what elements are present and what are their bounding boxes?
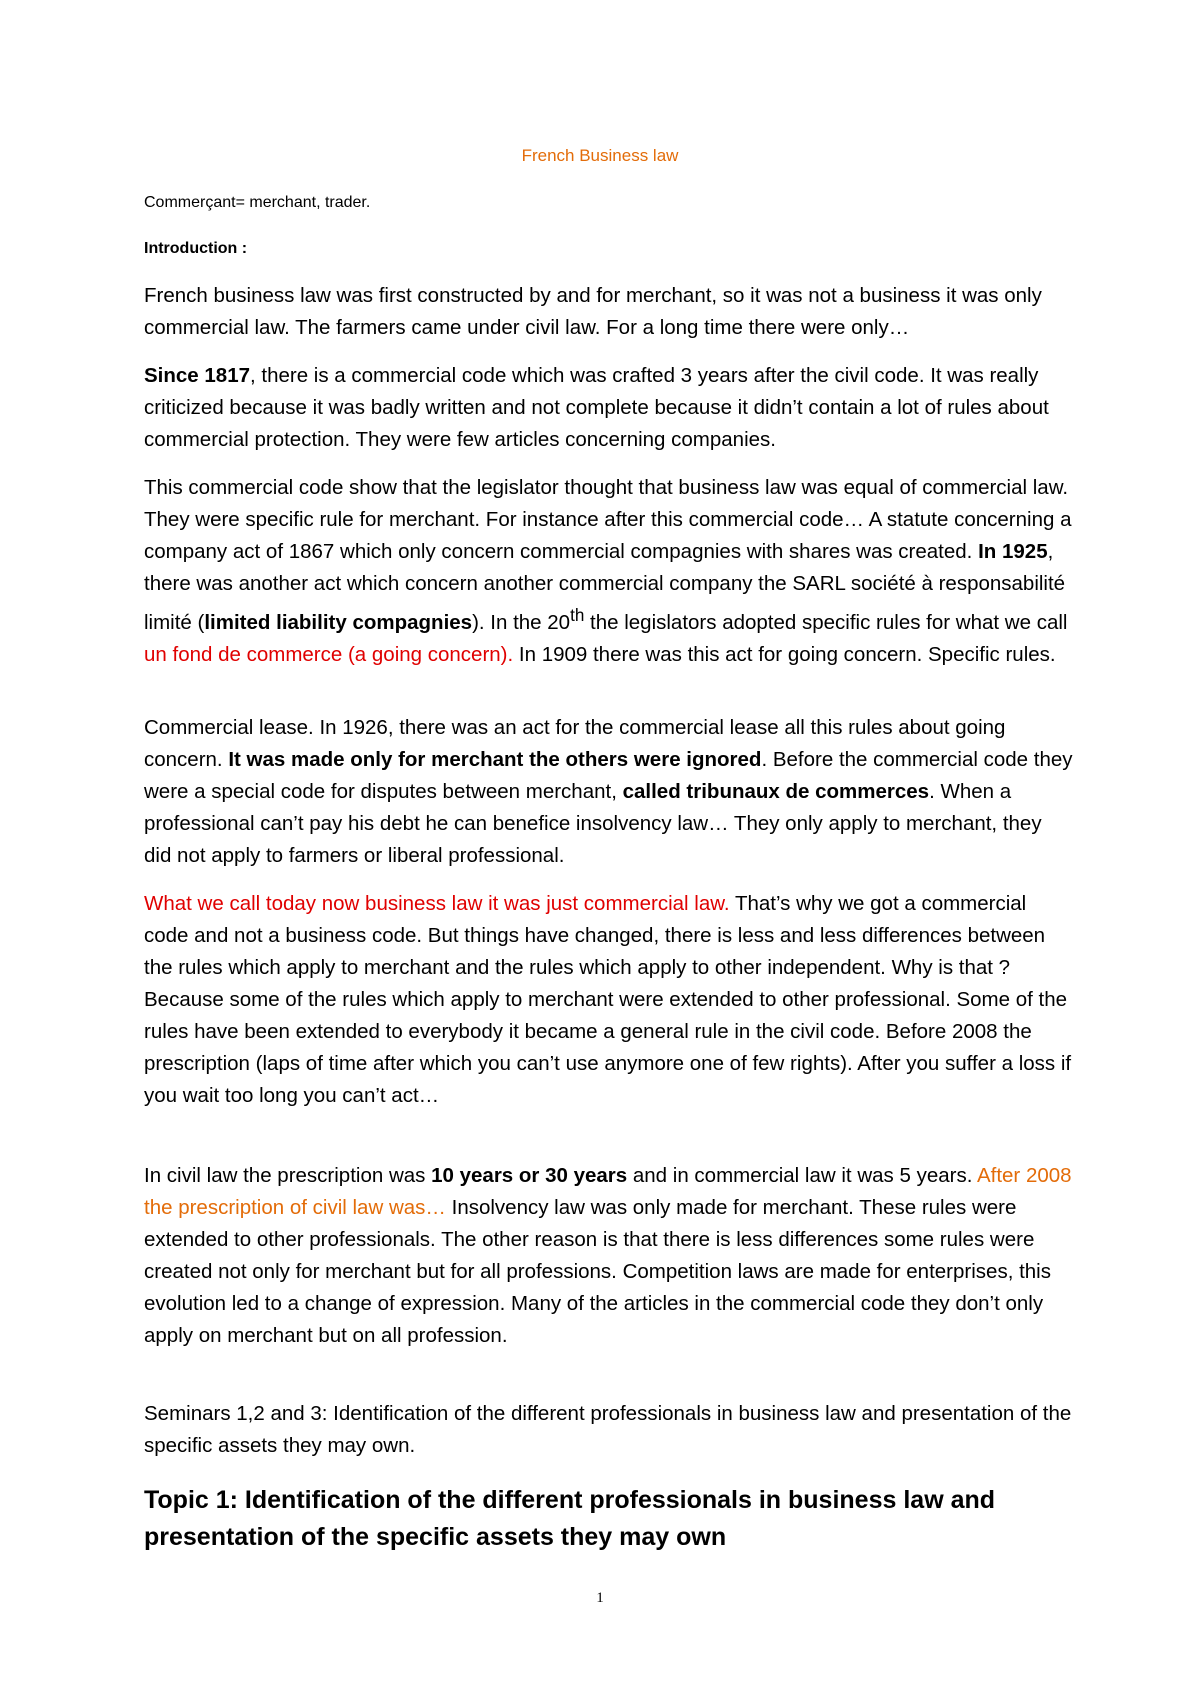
text-run: , there is a commercial code which was crafted 3 years after the civil code. It was really criticized because it was badly written and not complete because it didn’t contain a lot of rules about commercial protection. They were few articles concerning companies. bbox=[144, 364, 1049, 451]
text-run: In civil law the prescription was bbox=[144, 1164, 432, 1187]
text-run: That’s why we got a commercial code and not a business code. But things have changed, there is less and less differences between the rules which apply to merchant and the rules which apply to other independent. Why is that ? Because some of the rules which apply to merchant were extended to other professional. Some of the rules have been extended to everybody it became a general rule in the civil code. Before 2008 the prescription (laps of time after which you can’t use anymore one of few rights). After you suffer a loss if you wait too long you can’t act… bbox=[144, 892, 1072, 1107]
text-run: Commercial lease. In 1926, there was an act for the commercial lease all this rules about going concern. bbox=[144, 716, 1006, 771]
text-run: In 1909 there was this act for going concern. Specific rules. bbox=[513, 642, 1056, 666]
bold-phrase: Since 1817 bbox=[144, 364, 250, 387]
bold-phrase: 10 years or 30 years bbox=[431, 1164, 628, 1187]
superscript: th bbox=[570, 606, 585, 625]
highlight-orange: After 2008 the prescription of civil law was… bbox=[144, 1164, 1072, 1219]
text-run: the legislators adopted specific rules for what we call bbox=[584, 610, 1068, 634]
paragraph-6 bbox=[144, 1160, 1074, 1352]
highlight-red: un fond de commerce (a going concern). bbox=[144, 642, 514, 666]
definition-line: Commerçant= merchant, trader. bbox=[144, 194, 371, 211]
page-number: 1 bbox=[596, 1590, 604, 1606]
text-run: , there was another act which concern another commercial company the SARL société à responsabilité limité ( bbox=[144, 540, 1066, 634]
bold-phrase: It was made only for merchant the others were ignored bbox=[228, 748, 762, 771]
bold-phrase: called tribunaux de commerces bbox=[622, 780, 930, 803]
paragraph-5 bbox=[144, 888, 1074, 1112]
topic-heading: Topic 1: Identification of the different professionals in business law and presentation of the specific assets they may own bbox=[144, 1486, 996, 1551]
bold-phrase: In 1925 bbox=[978, 540, 1048, 563]
paragraph-3 bbox=[144, 472, 1074, 671]
bold-phrase: limited liability compagnies bbox=[204, 610, 473, 634]
text-run: . Before the commercial code they were a special code for disputes between merchant, bbox=[144, 748, 1073, 803]
introduction-heading: Introduction : bbox=[144, 240, 248, 257]
text-run: ). In the 20 bbox=[472, 610, 571, 634]
text-run: This commercial code show that the legislator thought that business law was equal of commercial law. They were specific rule for merchant. For instance after this commercial code… A statute concerning a company act of 1867 which only concern commercial compagnies with shares was created. bbox=[144, 476, 1072, 563]
paragraph-7: Seminars 1,2 and 3: Identification of the different professionals in business law and presentation of the specific assets they may own. bbox=[144, 1402, 1072, 1457]
highlight-red: What we call today now business law it was just commercial law. bbox=[144, 892, 730, 915]
document-title: French Business law bbox=[521, 146, 679, 165]
text-run: Insolvency law was only made for merchant. These rules were extended to other professionals. The other reason is that there is less differences some rules were created not only for merchant but for all professions. Competition laws are made for enterprises, this evolution led to a change of expression. Many of the articles in the commercial code they don’t only apply on merchant but on all profession. bbox=[144, 1196, 1051, 1347]
paragraph-4 bbox=[144, 712, 1074, 872]
paragraph-2 bbox=[144, 360, 1074, 456]
text-run: . When a professional can’t pay his debt he can benefice insolvency law… They only apply to merchant, they did not apply to farmers or liberal professional. bbox=[144, 780, 1042, 867]
text-run: and in commercial law it was 5 years. bbox=[627, 1164, 977, 1187]
paragraph-1: French business law was first constructed by and for merchant, so it was not a business it was only commercial law. The farmers came under civil law. For a long time there were only… bbox=[144, 284, 1042, 339]
